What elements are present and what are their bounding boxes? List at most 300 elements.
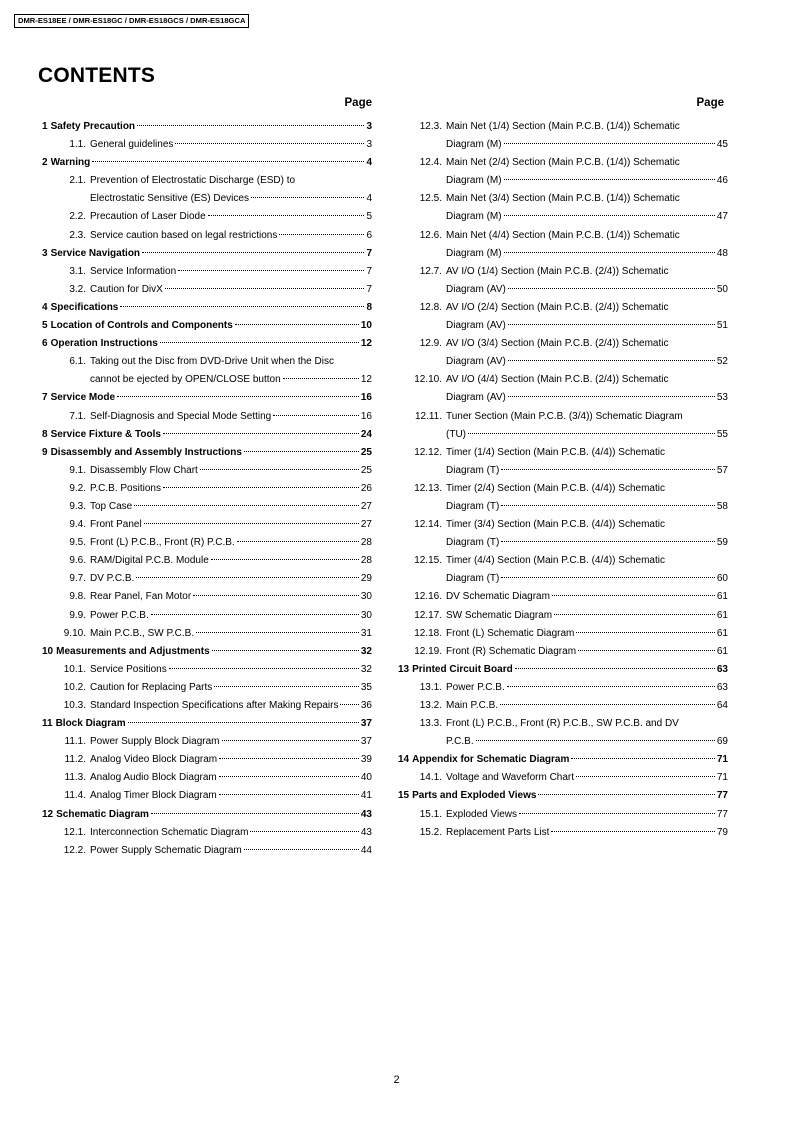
toc-subsection[interactable] — [42, 408, 372, 426]
dot-leader — [501, 505, 715, 506]
toc-section[interactable] — [42, 118, 372, 136]
toc-entry-title: Service Information — [90, 265, 177, 277]
dot-leader — [196, 632, 359, 633]
toc-subsection[interactable] — [398, 715, 728, 751]
toc-entry-title: Exploded Views — [446, 808, 517, 820]
toc-subsection[interactable] — [42, 787, 372, 805]
toc-entry-number: 12.9. — [419, 338, 442, 350]
toc-entry-number: 12.4. — [419, 157, 442, 169]
toc-entry-number: 13.3. — [419, 718, 442, 730]
toc-entry-page: 53 — [716, 392, 728, 404]
toc-entry-page: 3 — [366, 121, 372, 132]
toc-subsection[interactable] — [398, 263, 728, 299]
toc-subsection[interactable] — [398, 154, 728, 190]
toc-subsection[interactable] — [398, 371, 728, 407]
toc-subsection[interactable] — [42, 697, 372, 715]
toc-entry-title: Front (L) P.C.B., Front (R) P.C.B., SW P.C.B. and DV — [446, 718, 679, 730]
toc-subsection[interactable] — [42, 679, 372, 697]
dot-leader — [340, 704, 358, 705]
toc-entry-title-continued: Diagram (T) — [446, 464, 500, 476]
toc-entry-page: 60 — [716, 573, 728, 585]
toc-subsection[interactable] — [398, 607, 728, 625]
toc-entry-title: Power P.C.B. — [446, 681, 505, 693]
toc-subsection[interactable] — [398, 335, 728, 371]
toc-entry-page: 44 — [360, 844, 372, 856]
toc-subsection[interactable] — [42, 462, 372, 480]
toc-entry-title-continued: Diagram (M) — [446, 139, 502, 151]
toc-entry-page: 39 — [360, 754, 372, 766]
toc-section[interactable] — [42, 245, 372, 263]
toc-entry-title: Block Diagram — [55, 718, 126, 730]
toc-entry-page: 27 — [360, 519, 372, 531]
toc-entry-number: 13 — [398, 663, 410, 675]
toc-subsection[interactable] — [42, 733, 372, 751]
toc-subsection[interactable] — [42, 534, 372, 552]
toc-entry-page: 29 — [360, 573, 372, 585]
toc-entry-number: 12.5. — [419, 193, 442, 205]
toc-entry-title: Measurements and Adjustments — [56, 645, 210, 657]
dot-leader — [554, 614, 715, 615]
toc-entry-number: 1 — [42, 121, 48, 132]
toc-entry-title: Standard Inspection Specifications after Making Repairs — [90, 700, 339, 711]
toc-entry-title: Main Net (4/4) Section (Main P.C.B. (1/4)) Schematic — [446, 229, 680, 241]
toc-section[interactable] — [398, 661, 728, 679]
toc-entry-number: 12.18. — [414, 627, 442, 639]
toc-entry-number: 9.9. — [69, 609, 86, 621]
dot-leader — [251, 197, 364, 198]
toc-entry-number: 9.7. — [69, 573, 86, 585]
toc-entry-number: 1.1. — [69, 139, 86, 151]
toc-entry-title: Timer (1/4) Section (Main P.C.B. (4/4)) Schematic — [446, 446, 665, 458]
toc-entry-title: Timer (3/4) Section (Main P.C.B. (4/4)) Schematic — [446, 519, 665, 531]
toc-subsection[interactable] — [42, 480, 372, 498]
toc-subsection[interactable] — [398, 643, 728, 661]
toc-section[interactable] — [42, 389, 372, 407]
toc-entry-page: 51 — [716, 320, 728, 332]
toc-entry-page: 28 — [360, 555, 372, 567]
dot-leader — [163, 433, 359, 434]
dot-leader — [273, 415, 359, 416]
toc-entry-page: 4 — [366, 193, 372, 205]
toc-entry-number: 12.16. — [414, 591, 442, 603]
dot-leader — [468, 433, 715, 434]
toc-subsection[interactable] — [42, 552, 372, 570]
toc-entry-title: Voltage and Waveform Chart — [446, 772, 575, 784]
toc-entry-page: 64 — [716, 700, 728, 711]
dot-leader — [178, 270, 364, 271]
toc-entry-number: 12.2. — [63, 844, 86, 856]
toc-entry-number: 12 — [42, 808, 54, 820]
dot-leader — [117, 396, 359, 397]
dot-leader — [136, 577, 359, 578]
toc-subsection[interactable] — [42, 498, 372, 516]
toc-entry-number: 11.3. — [64, 772, 86, 784]
toc-entry-title: Service Fixture & Tools — [50, 428, 161, 440]
toc-right-column — [398, 94, 728, 842]
toc-subsection[interactable] — [398, 588, 728, 606]
toc-entry-number: 9.2. — [69, 482, 86, 494]
toc-entry-page: 5 — [366, 211, 372, 223]
toc-entry-title-continued: Diagram (M) — [446, 175, 502, 187]
toc-entry-title: General guidelines — [90, 139, 174, 151]
dot-leader — [283, 378, 359, 379]
toc-section[interactable] — [398, 787, 728, 805]
toc-subsection[interactable] — [42, 570, 372, 588]
dot-leader — [571, 758, 714, 759]
toc-entry-title: Main P.C.B. — [446, 700, 499, 711]
toc-subsection[interactable] — [42, 353, 372, 389]
toc-entry-title: Power Supply Schematic Diagram — [90, 844, 242, 856]
toc-entry-number: 5 — [42, 320, 48, 332]
toc-entry-page: 36 — [360, 700, 372, 711]
toc-entry-number: 10.1. — [63, 663, 86, 675]
toc-entry-number: 13.2. — [419, 700, 442, 711]
toc-entry-title: RAM/Digital P.C.B. Module — [90, 555, 209, 567]
toc-entry-number: 12.6. — [419, 229, 442, 241]
toc-entry-number: 2.1. — [69, 175, 86, 187]
toc-subsection[interactable] — [398, 806, 728, 824]
toc-section[interactable] — [42, 806, 372, 824]
toc-entry-title: Self-Diagnosis and Special Mode Setting — [90, 410, 272, 422]
toc-entry-page: 63 — [716, 663, 728, 675]
dot-leader — [151, 614, 359, 615]
toc-subsection[interactable] — [42, 588, 372, 606]
toc-subsection[interactable] — [398, 190, 728, 226]
dot-leader — [142, 252, 364, 253]
toc-entry-title: Schematic Diagram — [56, 808, 149, 820]
toc-entry-number: 12.3. — [419, 121, 442, 132]
page-number: 2 — [393, 1074, 400, 1086]
toc-subsection[interactable] — [42, 607, 372, 625]
toc-entry-number: 12.14. — [414, 519, 442, 531]
toc-section[interactable] — [42, 426, 372, 444]
dot-leader — [515, 668, 715, 669]
toc-entry-title: Location of Controls and Components — [50, 320, 233, 332]
dot-leader — [508, 324, 715, 325]
toc-entry-page: 52 — [716, 356, 728, 368]
toc-entry-title: Warning — [50, 157, 91, 169]
toc-entry-page: 31 — [360, 627, 372, 639]
dot-leader — [576, 632, 715, 633]
dot-leader — [211, 559, 359, 560]
dot-leader — [165, 288, 365, 289]
dot-leader — [219, 776, 359, 777]
toc-subsection[interactable] — [42, 625, 372, 643]
toc-subsection[interactable] — [42, 263, 372, 281]
toc-section[interactable] — [42, 715, 372, 733]
toc-entry-number: 15.2. — [419, 826, 442, 838]
toc-entry-number: 12.11. — [414, 410, 442, 422]
dot-leader — [237, 541, 359, 542]
toc-entry-number: 3.2. — [69, 283, 86, 295]
toc-entry-title-continued: Diagram (T) — [446, 573, 500, 585]
toc-entry-title: AV I/O (1/4) Section (Main P.C.B. (2/4)) Schematic — [446, 265, 669, 277]
toc-section[interactable] — [42, 317, 372, 335]
toc-entry-title: Timer (2/4) Section (Main P.C.B. (4/4)) Schematic — [446, 482, 665, 494]
toc-entry-page: 10 — [360, 320, 372, 332]
toc-entry-page: 55 — [716, 428, 728, 440]
toc-entry-number: 12.1. — [63, 826, 86, 838]
toc-subsection[interactable] — [42, 281, 372, 299]
toc-entry-page: 4 — [366, 157, 372, 169]
dot-leader — [551, 831, 714, 832]
dot-leader — [222, 740, 359, 741]
toc-entry-page: 79 — [716, 826, 728, 838]
toc-entry-number: 10 — [42, 645, 54, 657]
toc-entry-title: Main Net (2/4) Section (Main P.C.B. (1/4)) Schematic — [446, 157, 680, 169]
page-column-header: Page — [344, 97, 372, 109]
dot-leader — [214, 686, 359, 687]
toc-entry-number: 9.4. — [69, 519, 86, 531]
toc-entry-title: Safety Precaution — [50, 121, 136, 132]
toc-entry-title: Taking out the Disc from DVD-Drive Unit when the Disc — [90, 356, 334, 368]
toc-entry-page: 77 — [716, 790, 728, 802]
toc-entry-title: Specifications — [50, 301, 119, 313]
toc-subsection[interactable] — [398, 227, 728, 263]
toc-subsection[interactable] — [42, 842, 372, 860]
toc-section[interactable] — [42, 643, 372, 661]
toc-entry-page: 57 — [716, 464, 728, 476]
toc-entry-number: 15.1. — [419, 808, 442, 820]
dot-leader — [552, 595, 715, 596]
toc-subsection[interactable] — [398, 516, 728, 552]
toc-entry-title: Service Positions — [90, 663, 167, 675]
toc-entry-number: 6.1. — [69, 356, 86, 368]
toc-entry-number: 12.15. — [414, 555, 442, 567]
dot-leader — [244, 849, 359, 850]
toc-entry-number: 9.6. — [69, 555, 86, 567]
toc-subsection[interactable] — [398, 444, 728, 480]
toc-entry-title-continued: Diagram (T) — [446, 500, 500, 512]
toc-entry-page: 35 — [360, 681, 372, 693]
dot-leader — [235, 324, 359, 325]
toc-subsection[interactable] — [398, 769, 728, 787]
dot-leader — [92, 161, 364, 162]
toc-entry-title: Appendix for Schematic Diagram — [412, 754, 570, 766]
toc-section[interactable] — [42, 299, 372, 317]
toc-subsection[interactable] — [398, 697, 728, 715]
toc-entry-page: 8 — [366, 301, 372, 313]
toc-entry-page: 7 — [366, 247, 372, 259]
dot-leader — [501, 577, 715, 578]
toc-entry-title: AV I/O (4/4) Section (Main P.C.B. (2/4)) Schematic — [446, 374, 669, 386]
dot-leader — [507, 686, 715, 687]
toc-entry-page: 7 — [366, 265, 372, 277]
toc-entry-number: 2.3. — [69, 229, 86, 241]
toc-entry-number: 3.1. — [69, 265, 86, 277]
toc-subsection[interactable] — [398, 679, 728, 697]
toc-entry-page: 50 — [716, 283, 728, 295]
dot-leader — [576, 776, 715, 777]
dot-leader — [244, 451, 359, 452]
toc-entry-page: 12 — [360, 338, 372, 350]
toc-entry-number: 11 — [42, 718, 53, 730]
toc-entry-page: 32 — [360, 663, 372, 675]
toc-subsection[interactable] — [42, 172, 372, 208]
toc-entry-title: Disassembly and Assembly Instructions — [50, 446, 242, 458]
toc-entry-title: Interconnection Schematic Diagram — [90, 826, 249, 838]
toc-left-column — [42, 94, 372, 860]
toc-entry-title-continued: cannot be ejected by OPEN/CLOSE button — [90, 374, 281, 386]
dot-leader — [538, 794, 714, 795]
dot-leader — [279, 234, 364, 235]
model-header: DMR-ES18EE / DMR-ES18GC / DMR-ES18GCS / DMR-ES18GCA — [14, 14, 249, 28]
toc-entry-title-continued: Diagram (AV) — [446, 320, 506, 332]
toc-entry-title-continued: (TU) — [446, 428, 466, 440]
toc-entry-title: Top Case — [90, 500, 133, 512]
toc-entry-title: Main Net (3/4) Section (Main P.C.B. (1/4)) Schematic — [446, 193, 680, 205]
toc-subsection[interactable] — [42, 516, 372, 534]
toc-entry-page: 61 — [716, 591, 728, 603]
toc-entry-number: 4 — [42, 301, 48, 313]
toc-entry-page: 61 — [716, 609, 728, 621]
toc-section[interactable] — [398, 751, 728, 769]
page-column-header: Page — [696, 97, 724, 109]
toc-entry-title: Service Navigation — [50, 247, 141, 259]
dot-leader — [219, 758, 359, 759]
toc-entry-page: 37 — [360, 718, 372, 730]
toc-entry-page: 43 — [360, 808, 372, 820]
toc-subsection[interactable] — [398, 408, 728, 444]
toc-entry-title: Analog Video Block Diagram — [90, 754, 218, 766]
toc-entry-title: Service Mode — [50, 392, 116, 404]
dot-leader — [250, 831, 358, 832]
toc-section[interactable] — [42, 444, 372, 462]
toc-entry-number: 12.7. — [419, 265, 442, 277]
toc-entry-number: 12.10. — [414, 374, 442, 386]
toc-entry-title: Printed Circuit Board — [412, 663, 513, 675]
toc-entry-page: 28 — [360, 537, 372, 549]
toc-entry-page: 32 — [360, 645, 372, 657]
dot-leader — [501, 541, 715, 542]
dot-leader — [151, 813, 359, 814]
toc-entry-title: Main P.C.B., SW P.C.B. — [90, 627, 195, 639]
toc-entry-number: 10.3. — [63, 700, 86, 711]
dot-leader — [160, 342, 359, 343]
toc-subsection[interactable] — [398, 480, 728, 516]
toc-entry-title: Parts and Exploded Views — [412, 790, 537, 802]
toc-entry-title: Front (R) Schematic Diagram — [446, 645, 577, 657]
dot-leader — [500, 704, 715, 705]
dot-leader — [519, 813, 715, 814]
toc-entry-number: 9.5. — [69, 537, 86, 549]
toc-section[interactable] — [42, 335, 372, 353]
toc-entry-title: Rear Panel, Fan Motor — [90, 591, 192, 603]
dot-leader — [219, 794, 359, 795]
toc-entry-page: 37 — [360, 736, 372, 748]
toc-subsection[interactable] — [42, 769, 372, 787]
toc-entry-page: 47 — [716, 211, 728, 223]
toc-entry-number: 7.1. — [69, 410, 86, 422]
dot-leader — [508, 360, 715, 361]
toc-entry-page: 25 — [360, 446, 372, 458]
toc-entry-title: Prevention of Electrostatic Discharge (ESD) to — [90, 175, 296, 187]
toc-entry-page: 25 — [360, 464, 372, 476]
toc-entry-title: AV I/O (3/4) Section (Main P.C.B. (2/4)) Schematic — [446, 338, 669, 350]
dot-leader — [128, 722, 359, 723]
toc-entry-title: DV Schematic Diagram — [446, 591, 550, 603]
toc-subsection[interactable] — [42, 661, 372, 679]
dot-leader — [137, 125, 364, 126]
toc-entry-title: Power Supply Block Diagram — [90, 736, 220, 748]
dot-leader — [144, 523, 359, 524]
toc-entry-page: 40 — [360, 772, 372, 784]
toc-entry-page: 30 — [360, 609, 372, 621]
toc-entry-page: 41 — [360, 790, 372, 802]
dot-leader — [200, 469, 359, 470]
toc-entry-title: P.C.B. Positions — [90, 482, 161, 494]
toc-subsection[interactable] — [42, 136, 372, 154]
toc-entry-page: 69 — [716, 736, 728, 748]
toc-entry-page: 71 — [716, 772, 728, 784]
toc-subsection[interactable] — [398, 824, 728, 842]
toc-entry-number: 9.10. — [63, 627, 86, 639]
dot-leader — [501, 469, 715, 470]
toc-entry-page: 63 — [716, 681, 728, 693]
toc-entry-page: 3 — [366, 139, 372, 151]
toc-entry-page: 16 — [360, 410, 372, 422]
toc-subsection[interactable] — [42, 824, 372, 842]
toc-entry-number: 9 — [42, 446, 48, 458]
toc-subsection[interactable] — [42, 208, 372, 226]
dot-leader — [208, 215, 365, 216]
toc-entry-page: 16 — [360, 392, 372, 404]
toc-entry-number: 14 — [398, 754, 410, 766]
toc-subsection[interactable] — [42, 751, 372, 769]
toc-entry-number: 9.3. — [69, 500, 86, 512]
dot-leader — [578, 650, 715, 651]
toc-entry-title-continued: Electrostatic Sensitive (ES) Devices — [90, 193, 249, 205]
toc-entry-number: 6 — [42, 338, 48, 350]
toc-entry-title: Timer (4/4) Section (Main P.C.B. (4/4)) Schematic — [446, 555, 665, 567]
toc-entry-page: 43 — [360, 826, 372, 838]
toc-entry-number: 12.17. — [414, 609, 442, 621]
dot-leader — [504, 215, 715, 216]
toc-subsection[interactable] — [42, 227, 372, 245]
dot-leader — [120, 306, 364, 307]
dot-leader — [504, 179, 715, 180]
toc-entry-number: 14.1. — [419, 772, 442, 784]
dot-leader — [476, 740, 715, 741]
toc-entry-title-continued: P.C.B. — [446, 736, 474, 748]
dot-leader — [212, 650, 359, 651]
toc-entry-page: 12 — [360, 374, 372, 386]
toc-subsection[interactable] — [398, 299, 728, 335]
dot-leader — [163, 487, 359, 488]
toc-entry-title: Precaution of Laser Diode — [90, 211, 206, 223]
toc-entry-title: Front Panel — [90, 519, 142, 531]
toc-entry-page: 59 — [716, 537, 728, 549]
toc-entry-page: 71 — [716, 754, 728, 766]
toc-entry-number: 12.13. — [414, 482, 442, 494]
toc-subsection[interactable] — [398, 552, 728, 588]
toc-entry-page: 27 — [360, 500, 372, 512]
toc-entry-title: SW Schematic Diagram — [446, 609, 553, 621]
toc-entry-number: 12.8. — [419, 301, 442, 313]
toc-entry-title-continued: Diagram (AV) — [446, 283, 506, 295]
toc-entry-number: 8 — [42, 428, 48, 440]
toc-entry-title-continued: Diagram (T) — [446, 537, 500, 549]
toc-entry-title: Disassembly Flow Chart — [90, 464, 198, 476]
toc-entry-title: Tuner Section (Main P.C.B. (3/4)) Schematic Diagram — [446, 410, 683, 422]
toc-subsection[interactable] — [398, 118, 728, 154]
toc-subsection[interactable] — [398, 625, 728, 643]
toc-section[interactable] — [42, 154, 372, 172]
toc-entry-number: 13.1. — [419, 681, 442, 693]
toc-entry-number: 3 — [42, 247, 48, 259]
dot-leader — [175, 143, 364, 144]
toc-entry-title: Caution for Replacing Parts — [90, 681, 213, 693]
